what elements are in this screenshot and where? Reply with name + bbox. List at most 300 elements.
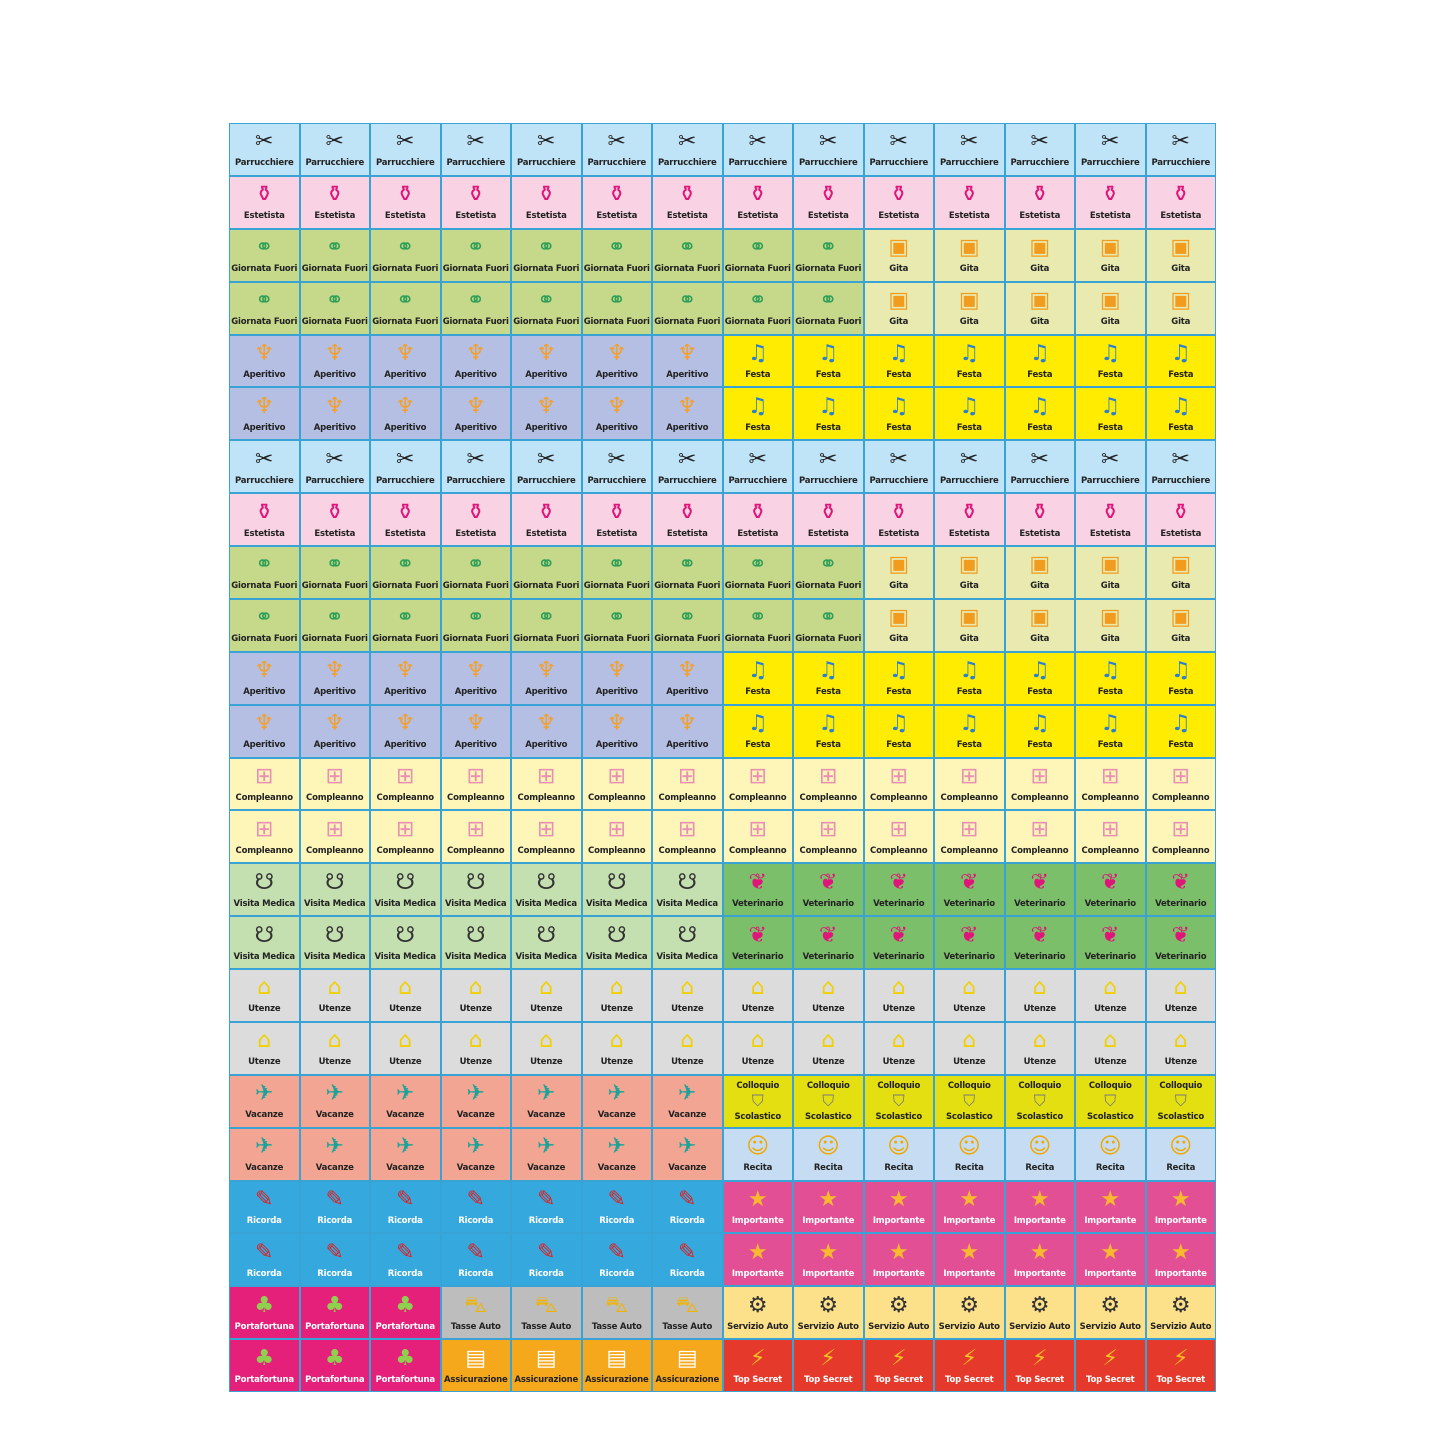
airplane-icon: ✈ bbox=[537, 1134, 556, 1160]
sticker-festa bbox=[1147, 653, 1216, 704]
sticker-label: Parrucchiere bbox=[939, 475, 999, 486]
scissors-icon: ✂ bbox=[1101, 446, 1120, 472]
sticker-compleanno bbox=[653, 811, 722, 862]
lightning-icon: ⚡ bbox=[820, 1345, 836, 1371]
sticker-compleanno bbox=[512, 759, 581, 810]
paw-icon: ❦ bbox=[819, 869, 838, 895]
sticker-label: Aperitivo bbox=[384, 740, 427, 751]
sticker-festa bbox=[935, 336, 1004, 387]
house-icon: ⌂ bbox=[750, 975, 765, 1001]
sticker-label: Colloquio bbox=[736, 1080, 780, 1091]
sticker-label: Gita bbox=[1171, 317, 1191, 328]
sticker-label: Importante bbox=[1154, 1268, 1207, 1279]
sticker-festa bbox=[1076, 706, 1145, 757]
sticker-label: Estetista bbox=[666, 528, 708, 539]
bus-icon: ▣ bbox=[1170, 288, 1192, 314]
bus-icon: ▣ bbox=[1099, 552, 1121, 578]
sticker-label: Veterinario bbox=[732, 898, 784, 909]
sticker-label: Aperitivo bbox=[454, 422, 497, 433]
sticker-compleanno bbox=[1076, 759, 1145, 810]
airplane-icon: ✈ bbox=[466, 1081, 485, 1107]
house-icon: ⌂ bbox=[680, 975, 695, 1001]
sticker-aperitivo bbox=[512, 653, 581, 704]
sticker-aperitivo bbox=[653, 653, 722, 704]
nail-polish-icon: ⚱ bbox=[1101, 182, 1120, 208]
sticker-aperitivo bbox=[371, 388, 440, 439]
sticker-label: Compleanno bbox=[729, 845, 787, 856]
sticker-label: Servizio Auto bbox=[1009, 1321, 1071, 1332]
nail-polish-icon: ⚱ bbox=[748, 182, 767, 208]
bicycle-icon: ⚭ bbox=[537, 288, 556, 314]
sticker-festa bbox=[865, 706, 934, 757]
sticker-label: Gita bbox=[1030, 317, 1050, 328]
sticker-label: Utenze bbox=[882, 1004, 915, 1015]
bicycle-icon: ⚭ bbox=[537, 552, 556, 578]
bicycle-icon: ⚭ bbox=[396, 288, 415, 314]
car-icon: ⛍ bbox=[605, 1292, 629, 1318]
paw-icon: ❦ bbox=[1171, 869, 1190, 895]
theater-masks-icon: ☺ bbox=[746, 1134, 770, 1160]
music-note-icon: ♫ bbox=[747, 658, 768, 684]
house-icon: ⌂ bbox=[257, 1028, 272, 1054]
sticker-label: Vacanze bbox=[668, 1163, 707, 1174]
sticker-label: Importante bbox=[1084, 1215, 1137, 1226]
four-leaf-clover-icon: ♣ bbox=[324, 1292, 345, 1318]
sticker-label: Veterinario bbox=[1155, 898, 1207, 909]
bicycle-icon: ⚭ bbox=[255, 605, 274, 631]
scissors-icon: ✂ bbox=[678, 446, 697, 472]
sticker-portafortuna bbox=[230, 1340, 299, 1391]
sticker-label: Ricorda bbox=[317, 1215, 353, 1226]
sticker-label: Aperitivo bbox=[666, 369, 709, 380]
sticker-label: Visita Medica bbox=[656, 898, 718, 909]
sticker-compleanno bbox=[230, 811, 299, 862]
sticker-visita bbox=[371, 917, 440, 968]
sticker-veterinario bbox=[1076, 917, 1145, 968]
scissors-icon: ✂ bbox=[1171, 129, 1190, 155]
bicycle-icon: ⚭ bbox=[466, 235, 485, 261]
sticker-label: Estetista bbox=[455, 211, 497, 222]
four-leaf-clover-icon: ♣ bbox=[324, 1345, 345, 1371]
sticker-estetista bbox=[1006, 494, 1075, 545]
sticker-topsecret bbox=[1076, 1340, 1145, 1391]
scissors-icon: ✂ bbox=[607, 446, 626, 472]
sticker-compleanno bbox=[230, 759, 299, 810]
nail-polish-icon: ⚱ bbox=[960, 182, 979, 208]
bus-icon: ▣ bbox=[1170, 552, 1192, 578]
music-note-icon: ♫ bbox=[747, 711, 768, 737]
nail-polish-icon: ⚱ bbox=[466, 182, 485, 208]
bicycle-icon: ⚭ bbox=[748, 605, 767, 631]
bicycle-icon: ⚭ bbox=[396, 605, 415, 631]
house-icon: ⌂ bbox=[891, 975, 906, 1001]
house-icon: ⌂ bbox=[891, 1028, 906, 1054]
sticker-assicurazione bbox=[442, 1340, 511, 1391]
sticker-importante bbox=[935, 1234, 1004, 1285]
sticker-veterinario bbox=[1006, 917, 1075, 968]
sticker-compleanno bbox=[442, 811, 511, 862]
sticker-parrucchiere bbox=[1006, 124, 1075, 175]
sticker-label: Compleanno bbox=[376, 845, 434, 856]
sticker-utenze bbox=[1006, 1023, 1075, 1074]
sticker-label: Parrucchiere bbox=[234, 158, 294, 169]
sticker-label: Portafortuna bbox=[234, 1374, 294, 1385]
gift-icon: ⊞ bbox=[255, 816, 274, 842]
sticker-label: Ricorda bbox=[246, 1268, 282, 1279]
sticker-ricorda bbox=[301, 1182, 370, 1233]
nail-polish-icon: ⚱ bbox=[819, 182, 838, 208]
sticker-label: Giornata Fuori bbox=[442, 264, 509, 275]
sticker-label: Aperitivo bbox=[384, 687, 427, 698]
sticker-festa bbox=[935, 653, 1004, 704]
paw-icon: ❦ bbox=[748, 869, 767, 895]
theater-masks-icon: ☺ bbox=[957, 1134, 981, 1160]
sticker-festa bbox=[724, 653, 793, 704]
sticker-label: Estetista bbox=[314, 528, 356, 539]
pushpin-icon: ✎ bbox=[325, 1186, 344, 1212]
sticker-label: Vacanze bbox=[386, 1110, 425, 1121]
sticker-estetista bbox=[935, 494, 1004, 545]
sticker-giornata bbox=[512, 547, 581, 598]
scissors-icon: ✂ bbox=[1101, 129, 1120, 155]
bicycle-icon: ⚭ bbox=[678, 235, 697, 261]
sticker-giornata bbox=[371, 283, 440, 334]
sticker-label: Parrucchiere bbox=[305, 475, 365, 486]
bicycle-icon: ⚭ bbox=[537, 235, 556, 261]
sticker-label: Visita Medica bbox=[233, 951, 295, 962]
sticker-label: Utenze bbox=[953, 1057, 986, 1068]
sticker-festa bbox=[865, 336, 934, 387]
bicycle-icon: ⚭ bbox=[748, 552, 767, 578]
wine-glasses-icon: ♆ bbox=[536, 393, 557, 419]
sticker-label: Compleanno bbox=[588, 792, 646, 803]
sticker-recita bbox=[724, 1129, 793, 1180]
sticker-label: Compleanno bbox=[870, 792, 928, 803]
nail-polish-icon: ⚱ bbox=[537, 499, 556, 525]
scissors-icon: ✂ bbox=[889, 129, 908, 155]
sticker-label: Giornata Fuori bbox=[724, 581, 791, 592]
sticker-label: Compleanno bbox=[235, 792, 293, 803]
house-icon: ⌂ bbox=[1173, 975, 1188, 1001]
sticker-estetista bbox=[935, 177, 1004, 228]
sticker-colloquio bbox=[935, 1076, 1004, 1127]
pushpin-icon: ✎ bbox=[607, 1186, 626, 1212]
sticker-label: Estetista bbox=[384, 211, 426, 222]
gift-icon: ⊞ bbox=[1030, 816, 1049, 842]
sticker-festa bbox=[794, 336, 863, 387]
house-icon: ⌂ bbox=[609, 1028, 624, 1054]
sticker-label: Servizio Auto bbox=[727, 1321, 789, 1332]
sticker-colloquio bbox=[724, 1076, 793, 1127]
sticker-label: Tasse Auto bbox=[450, 1321, 501, 1332]
sticker-aperitivo bbox=[442, 388, 511, 439]
sticker-label: Parrucchiere bbox=[375, 158, 435, 169]
sticker-utenze bbox=[1147, 970, 1216, 1021]
sticker-label: Veterinario bbox=[802, 898, 854, 909]
gift-icon: ⊞ bbox=[466, 763, 485, 789]
pushpin-icon: ✎ bbox=[607, 1239, 626, 1265]
sticker-colloquio bbox=[865, 1076, 934, 1127]
sticker-label: Aperitivo bbox=[595, 369, 638, 380]
sticker-utenze bbox=[583, 970, 652, 1021]
star-icon: ★ bbox=[959, 1239, 980, 1265]
sticker-label: Top Secret bbox=[804, 1374, 853, 1385]
sticker-festa bbox=[935, 706, 1004, 757]
sticker-compleanno bbox=[1076, 811, 1145, 862]
sticker-colloquio bbox=[1006, 1076, 1075, 1127]
sticker-festa bbox=[1147, 388, 1216, 439]
nail-polish-icon: ⚱ bbox=[325, 499, 344, 525]
sticker-utenze bbox=[865, 1023, 934, 1074]
bicycle-icon: ⚭ bbox=[325, 288, 344, 314]
nail-polish-icon: ⚱ bbox=[607, 499, 626, 525]
sticker-giornata bbox=[442, 547, 511, 598]
sticker-utenze bbox=[724, 970, 793, 1021]
sticker-label: Compleanno bbox=[799, 845, 857, 856]
house-icon: ⌂ bbox=[539, 1028, 554, 1054]
sticker-assicurazione bbox=[653, 1340, 722, 1391]
sticker-label: Parrucchiere bbox=[1010, 475, 1070, 486]
sticker-label: Ricorda bbox=[599, 1268, 635, 1279]
gift-icon: ⊞ bbox=[819, 816, 838, 842]
sticker-compleanno bbox=[1147, 759, 1216, 810]
sticker-giornata bbox=[653, 283, 722, 334]
house-icon: ⌂ bbox=[821, 1028, 836, 1054]
sticker-label: Scolastico bbox=[734, 1111, 782, 1122]
bicycle-icon: ⚭ bbox=[607, 605, 626, 631]
sticker-gita bbox=[1006, 547, 1075, 598]
sticker-label: Gita bbox=[1030, 581, 1050, 592]
sticker-label: Festa bbox=[745, 687, 771, 698]
music-note-icon: ♫ bbox=[1100, 658, 1121, 684]
sticker-label: Utenze bbox=[459, 1057, 492, 1068]
sticker-utenze bbox=[512, 970, 581, 1021]
sticker-estetista bbox=[301, 494, 370, 545]
sticker-label: Festa bbox=[1168, 740, 1194, 751]
sticker-label: Compleanno bbox=[376, 792, 434, 803]
sticker-label: Parrucchiere bbox=[587, 158, 647, 169]
gift-icon: ⊞ bbox=[960, 763, 979, 789]
sticker-label: Gita bbox=[959, 634, 979, 645]
sticker-parrucchiere bbox=[653, 441, 722, 492]
bicycle-icon: ⚭ bbox=[255, 288, 274, 314]
sticker-recita bbox=[865, 1129, 934, 1180]
pushpin-icon: ✎ bbox=[396, 1186, 415, 1212]
sticker-estetista bbox=[371, 177, 440, 228]
sticker-label: Compleanno bbox=[870, 845, 928, 856]
bus-icon: ▣ bbox=[1170, 235, 1192, 261]
music-note-icon: ♫ bbox=[1029, 393, 1050, 419]
sticker-label: Utenze bbox=[741, 1057, 774, 1068]
scissors-icon: ✂ bbox=[255, 129, 274, 155]
wine-glasses-icon: ♆ bbox=[254, 393, 275, 419]
sticker-label: Colloquio bbox=[806, 1080, 850, 1091]
sticker-vacanze bbox=[371, 1076, 440, 1127]
bicycle-icon: ⚭ bbox=[678, 552, 697, 578]
sticker-estetista bbox=[583, 494, 652, 545]
sticker-label: Estetista bbox=[878, 211, 920, 222]
sticker-label: Giornata Fuori bbox=[372, 634, 439, 645]
sticker-giornata bbox=[724, 283, 793, 334]
sticker-parrucchiere bbox=[301, 441, 370, 492]
sticker-label: Colloquio bbox=[1018, 1080, 1062, 1091]
sticker-label: Utenze bbox=[812, 1057, 845, 1068]
house-icon: ⌂ bbox=[398, 1028, 413, 1054]
house-icon: ⌂ bbox=[539, 975, 554, 1001]
sticker-giornata bbox=[724, 230, 793, 281]
gift-icon: ⊞ bbox=[1171, 816, 1190, 842]
bicycle-icon: ⚭ bbox=[537, 605, 556, 631]
sticker-topsecret bbox=[724, 1340, 793, 1391]
sticker-label: Visita Medica bbox=[374, 951, 436, 962]
bus-icon: ▣ bbox=[958, 235, 980, 261]
sticker-giornata bbox=[371, 547, 440, 598]
pushpin-icon: ✎ bbox=[466, 1239, 485, 1265]
nail-polish-icon: ⚱ bbox=[889, 499, 908, 525]
sticker-label: Vacanze bbox=[245, 1163, 284, 1174]
sticker-aperitivo bbox=[301, 706, 370, 757]
gift-icon: ⊞ bbox=[537, 763, 556, 789]
sticker-label: Utenze bbox=[1094, 1004, 1127, 1015]
scissors-icon: ✂ bbox=[325, 129, 344, 155]
sticker-label: Compleanno bbox=[517, 792, 575, 803]
music-note-icon: ♫ bbox=[747, 340, 768, 366]
sticker-label: Giornata Fuori bbox=[795, 317, 862, 328]
sticker-vacanze bbox=[301, 1076, 370, 1127]
sticker-label: Giornata Fuori bbox=[795, 581, 862, 592]
house-icon: ⌂ bbox=[327, 1028, 342, 1054]
sticker-label: Aperitivo bbox=[243, 369, 286, 380]
scissors-icon: ✂ bbox=[1171, 446, 1190, 472]
sticker-label: Top Secret bbox=[733, 1374, 782, 1385]
sticker-gita bbox=[1006, 283, 1075, 334]
sticker-parrucchiere bbox=[724, 441, 793, 492]
sticker-importante bbox=[1006, 1234, 1075, 1285]
sticker-festa bbox=[1006, 706, 1075, 757]
sticker-label: Gita bbox=[1100, 634, 1120, 645]
sticker-label: Colloquio bbox=[947, 1080, 991, 1091]
sticker-label: Parrucchiere bbox=[587, 475, 647, 486]
sticker-estetista bbox=[583, 177, 652, 228]
sticker-giornata bbox=[583, 600, 652, 651]
airplane-icon: ✈ bbox=[255, 1134, 274, 1160]
sticker-label: Giornata Fuori bbox=[724, 634, 791, 645]
wine-glasses-icon: ♆ bbox=[606, 711, 627, 737]
house-icon: ⌂ bbox=[1173, 1028, 1188, 1054]
theater-masks-icon: ☺ bbox=[816, 1134, 840, 1160]
star-icon: ★ bbox=[1100, 1239, 1121, 1265]
sticker-estetista bbox=[442, 177, 511, 228]
sticker-label: Compleanno bbox=[1011, 845, 1069, 856]
sticker-gita bbox=[1006, 600, 1075, 651]
sticker-label: Giornata Fuori bbox=[301, 581, 368, 592]
sticker-utenze bbox=[512, 1023, 581, 1074]
sticker-label: Giornata Fuori bbox=[301, 634, 368, 645]
sticker-label: Festa bbox=[1168, 687, 1194, 698]
sticker-label: Aperitivo bbox=[243, 687, 286, 698]
house-icon: ⌂ bbox=[468, 1028, 483, 1054]
sticker-utenze bbox=[1076, 1023, 1145, 1074]
sticker-label: Vacanze bbox=[456, 1110, 495, 1121]
sticker-label: Visita Medica bbox=[586, 898, 648, 909]
sticker-ricorda bbox=[230, 1182, 299, 1233]
sticker-label: Utenze bbox=[248, 1004, 281, 1015]
sticker-ricorda bbox=[230, 1234, 299, 1285]
sticker-label: Utenze bbox=[459, 1004, 492, 1015]
scissors-icon: ✂ bbox=[748, 129, 767, 155]
sticker-label: Festa bbox=[1027, 740, 1053, 751]
sticker-utenze bbox=[794, 1023, 863, 1074]
sticker-parrucchiere bbox=[442, 441, 511, 492]
sticker-label: Giornata Fuori bbox=[231, 581, 298, 592]
sticker-label: Festa bbox=[815, 687, 841, 698]
house-icon: ⌂ bbox=[962, 975, 977, 1001]
sticker-aperitivo bbox=[371, 653, 440, 704]
star-icon: ★ bbox=[1029, 1186, 1050, 1212]
sticker-compleanno bbox=[865, 759, 934, 810]
sticker-vacanze bbox=[512, 1129, 581, 1180]
sticker-label: Visita Medica bbox=[656, 951, 718, 962]
sticker-label: Aperitivo bbox=[525, 687, 568, 698]
sticker-estetista bbox=[512, 494, 581, 545]
sticker-label: Top Secret bbox=[1015, 1374, 1064, 1385]
bus-icon: ▣ bbox=[888, 605, 910, 631]
wrench-gear-icon: ⚙ bbox=[747, 1292, 768, 1318]
bicycle-icon: ⚭ bbox=[325, 605, 344, 631]
sticker-parrucchiere bbox=[653, 124, 722, 175]
bicycle-icon: ⚭ bbox=[748, 235, 767, 261]
sticker-label: Vacanze bbox=[315, 1163, 354, 1174]
stethoscope-icon: ☋ bbox=[254, 922, 275, 948]
sticker-gita bbox=[1076, 230, 1145, 281]
bus-icon: ▣ bbox=[1099, 235, 1121, 261]
scissors-icon: ✂ bbox=[466, 129, 485, 155]
sticker-visita bbox=[301, 864, 370, 915]
nail-polish-icon: ⚱ bbox=[466, 499, 485, 525]
sticker-vacanze bbox=[230, 1129, 299, 1180]
sticker-label: Giornata Fuori bbox=[372, 317, 439, 328]
sticker-label: Estetista bbox=[314, 211, 356, 222]
bicycle-icon: ⚭ bbox=[325, 552, 344, 578]
sticker-gita bbox=[935, 283, 1004, 334]
sticker-label: Colloquio bbox=[877, 1080, 921, 1091]
sticker-label: Importante bbox=[943, 1268, 996, 1279]
sticker-label: Utenze bbox=[530, 1004, 563, 1015]
sticker-label: Gita bbox=[1100, 264, 1120, 275]
sticker-label: Top Secret bbox=[874, 1374, 923, 1385]
house-icon: ⌂ bbox=[821, 975, 836, 1001]
sticker-label: Compleanno bbox=[658, 845, 716, 856]
sticker-vacanze bbox=[301, 1129, 370, 1180]
sticker-label: Utenze bbox=[389, 1004, 422, 1015]
sticker-ricorda bbox=[442, 1234, 511, 1285]
sticker-label: Giornata Fuori bbox=[724, 264, 791, 275]
wine-glasses-icon: ♆ bbox=[324, 658, 345, 684]
sticker-estetista bbox=[794, 177, 863, 228]
sticker-vacanze bbox=[583, 1129, 652, 1180]
sticker-label: Ricorda bbox=[317, 1268, 353, 1279]
sticker-compleanno bbox=[653, 759, 722, 810]
sticker-servizio bbox=[1147, 1287, 1216, 1338]
sticker-label: Scolastico bbox=[1157, 1111, 1205, 1122]
sticker-label: Visita Medica bbox=[445, 898, 507, 909]
nail-polish-icon: ⚱ bbox=[1030, 182, 1049, 208]
sticker-label: Festa bbox=[956, 369, 982, 380]
music-note-icon: ♫ bbox=[1029, 340, 1050, 366]
stethoscope-icon: ☋ bbox=[536, 869, 557, 895]
stethoscope-icon: ☋ bbox=[324, 869, 345, 895]
sticker-label: Giornata Fuori bbox=[513, 317, 580, 328]
